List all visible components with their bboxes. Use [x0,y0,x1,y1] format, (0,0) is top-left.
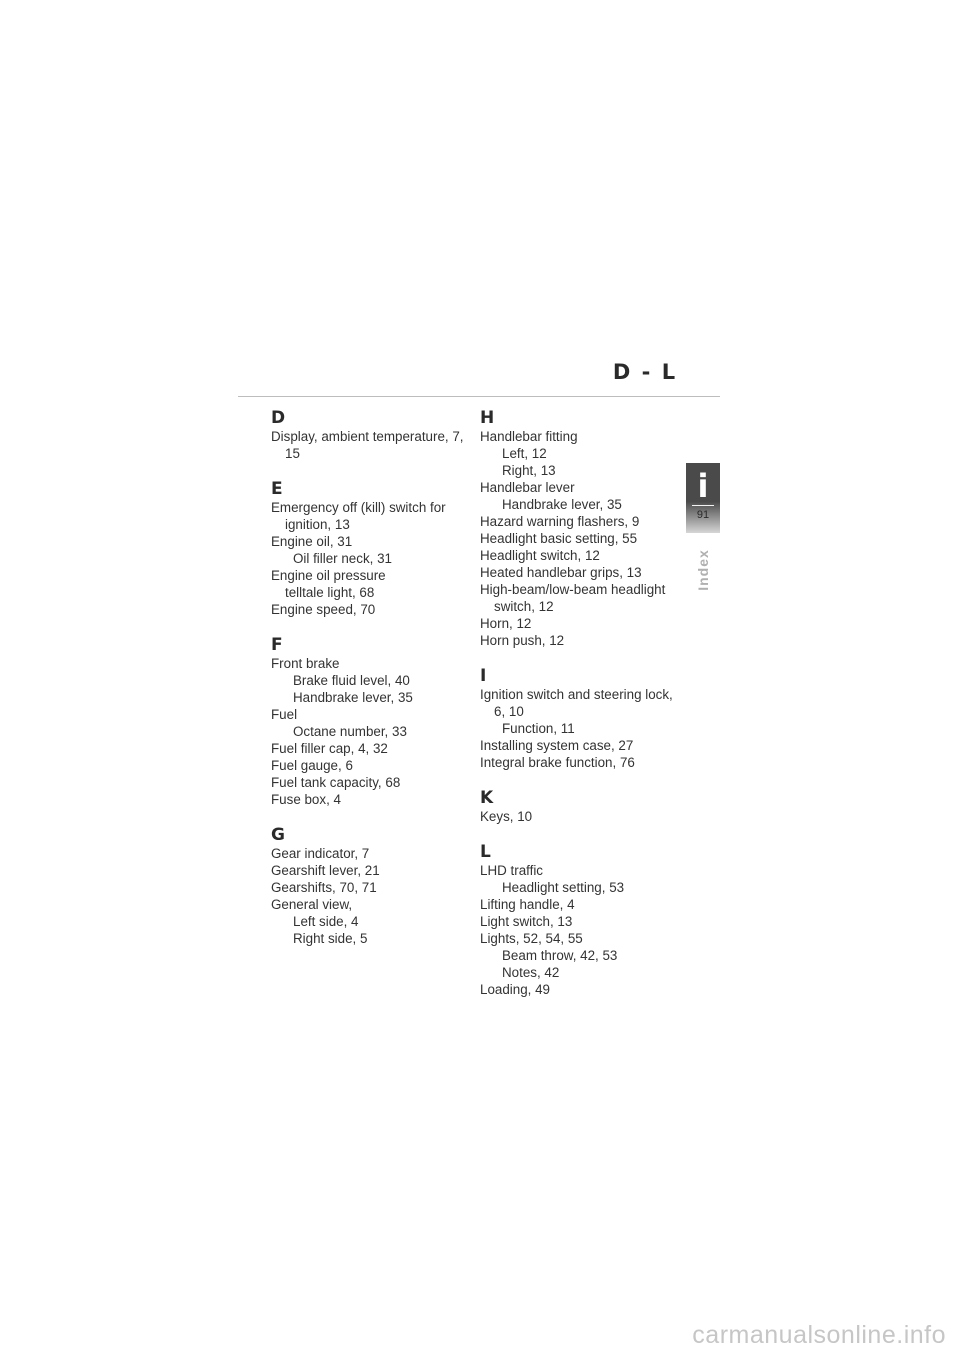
entry-text: Lights, 52, 54, 55 [480,931,583,946]
entry-text: Brake fluid level, 40 [293,673,410,688]
entry-text: Handlebar fitting [480,429,578,444]
index-entry [480,428,690,445]
section-label: Index [695,549,711,591]
index-section-k [480,788,690,825]
index-entry [271,740,481,757]
index-subentry [271,723,481,740]
entry-continuation: 6, 10 [494,704,524,719]
header-divider [238,396,720,397]
entry-text: Handbrake lever, 35 [502,497,622,512]
entry-text: Oil filler neck, 31 [293,551,392,566]
index-entry [480,615,690,632]
entry-text: Fuel [271,707,298,722]
index-column-right [480,408,690,1015]
index-entry [271,499,481,533]
index-entry [480,513,690,530]
section-letter: I [480,666,487,686]
entry-text: General view, [271,897,353,912]
entry-text: Horn push, 12 [480,633,565,648]
entry-continuation: switch, 12 [494,599,554,614]
index-subentry [480,462,690,479]
index-subentry [480,720,690,737]
index-entry [480,913,690,930]
index-entry [480,479,690,496]
index-entry [271,845,481,862]
index-entry [480,737,690,754]
index-subentry [480,964,690,981]
index-entry [480,581,690,615]
section-letter: L [480,842,491,862]
index-entry [271,567,481,601]
entry-text: Gearshifts, 70, 71 [271,880,377,895]
index-subentry [480,947,690,964]
index-subentry [480,496,690,513]
index-entry [480,896,690,913]
index-section-f [271,635,481,808]
index-section-tab [686,463,720,533]
entry-text: Right side, 5 [293,931,368,946]
entry-text: Left side, 4 [293,914,359,929]
index-entry [480,862,690,879]
entry-text: Hazard warning flashers, 9 [480,514,640,529]
entry-text: Engine speed, 70 [271,602,376,617]
entry-text: Headlight setting, 53 [502,880,625,895]
entry-text: Engine oil pressure [271,568,386,583]
index-entry [271,533,481,550]
index-section-d [271,408,481,462]
index-subentry [480,879,690,896]
entry-text: Loading, 49 [480,982,550,997]
entry-text: Ignition switch and steering lock, [480,687,673,702]
index-entry [271,879,481,896]
entry-text: Notes, 42 [502,965,560,980]
index-section-h [480,408,690,649]
entry-text: Handbrake lever, 35 [293,690,413,705]
entry-text: High-beam/low-beam headlight [480,582,666,597]
index-section-g [271,825,481,947]
entry-continuation: ignition, 13 [285,517,350,532]
entry-text: LHD traffic [480,863,544,878]
entry-text: Keys, 10 [480,809,533,824]
entry-text: Integral brake function, 76 [480,755,635,770]
index-subentry [271,672,481,689]
index-subentry [271,689,481,706]
entry-text: Installing system case, 27 [480,738,634,753]
index-entry [480,564,690,581]
entry-text: Function, 11 [502,721,575,736]
entry-text: Fuel tank capacity, 68 [271,775,401,790]
entry-text: Lifting handle, 4 [480,897,575,912]
index-entry [271,791,481,808]
index-subentry [480,445,690,462]
entry-text: Fuel gauge, 6 [271,758,353,773]
tab-divider [692,505,714,506]
index-entry [271,896,481,913]
entry-text: Front brake [271,656,340,671]
entry-text: Horn, 12 [480,616,532,631]
index-entry [480,930,690,947]
entry-text: Right, 13 [502,463,556,478]
index-entry [271,774,481,791]
entry-text: Left, 12 [502,446,547,461]
entry-text: Gearshift lever, 21 [271,863,380,878]
entry-text: Engine oil, 31 [271,534,353,549]
entry-text: Light switch, 13 [480,914,573,929]
entry-text: Beam throw, 42, 53 [502,948,618,963]
page-title: D - L [612,360,678,384]
entry-text: Octane number, 33 [293,724,407,739]
entry-continuation: 15 [285,446,300,461]
index-entry [480,547,690,564]
index-section-l [480,842,690,998]
entry-text: Emergency off (kill) switch for [271,500,446,515]
info-icon: i [697,467,709,505]
index-entry [271,757,481,774]
entry-text: Display, ambient temperature, 7, [271,429,464,444]
page-number: 91 [696,509,710,521]
section-letter: G [271,825,285,845]
index-section-e [271,479,481,618]
index-entry [271,601,481,618]
index-entry [271,862,481,879]
entry-text: Headlight basic setting, 55 [480,531,638,546]
index-entry [480,981,690,998]
watermark: carmanualsonline.info [692,1321,946,1349]
index-entry [480,530,690,547]
entry-text: Fuse box, 4 [271,792,341,807]
index-subentry [271,913,481,930]
index-entry [480,808,690,825]
index-section-i [480,666,690,771]
section-letter: H [480,408,495,428]
index-entry [480,632,690,649]
index-entry [480,754,690,771]
index-entry [480,686,690,720]
index-subentry [271,550,481,567]
index-column-left [271,408,481,964]
entry-text: Gear indicator, 7 [271,846,370,861]
entry-continuation: telltale light, 68 [285,585,375,600]
section-letter: E [271,479,283,499]
entry-text: Headlight switch, 12 [480,548,600,563]
section-letter: K [480,788,494,808]
section-letter: D [271,408,286,428]
index-entry [271,706,481,723]
index-subentry [271,930,481,947]
index-entry [271,655,481,672]
section-letter: F [271,635,283,655]
entry-text: Fuel filler cap, 4, 32 [271,741,388,756]
index-entry [271,428,481,462]
entry-text: Handlebar lever [480,480,575,495]
entry-text: Heated handlebar grips, 13 [480,565,642,580]
